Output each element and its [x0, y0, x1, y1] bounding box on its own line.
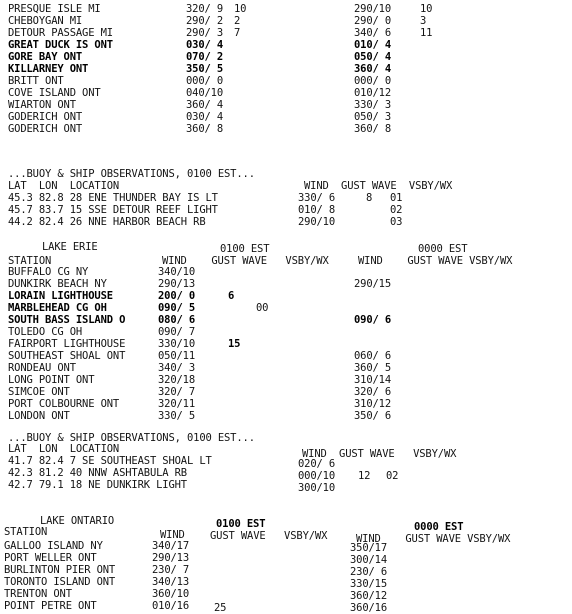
ontario-station-header: STATION	[4, 526, 48, 538]
station-name: DUNKIRK BEACH NY	[8, 278, 107, 290]
buoy-wave: 02	[390, 204, 403, 216]
station-name: TORONTO ISLAND ONT	[4, 576, 116, 588]
wave-current: 00	[256, 302, 269, 314]
erie-columns-previous: WIND GUST WAVE VSBY/WX	[358, 255, 513, 267]
buoy-wind: 290/10	[298, 216, 336, 228]
wind-current: 000/ 0	[186, 75, 224, 87]
buoy-wave: 01	[390, 192, 403, 204]
gust-previous: 10	[420, 3, 433, 15]
ontario-columns-previous: WIND GUST WAVE VSBY/WX	[356, 533, 511, 545]
wind-previous: 340/ 6	[354, 27, 392, 39]
lake-ontario-title: LAKE ONTARIO	[40, 515, 115, 527]
wind-previous: 350/17	[350, 542, 388, 554]
wind-current: 290/ 3	[186, 27, 224, 39]
wind-previous: 230/ 6	[350, 566, 388, 578]
gust-current: 7	[234, 27, 241, 39]
buoy-header-values: WIND GUST WAVE VSBY/WX	[304, 180, 453, 192]
wind-previous: 290/ 0	[354, 15, 392, 27]
station-name: BRITT ONT	[8, 75, 64, 87]
station-name: LORAIN LIGHTHOUSE	[8, 290, 113, 302]
buoy-wind: 330/ 6	[298, 192, 336, 204]
buoy-location: 41.7 82.4 7 SE SOUTHEAST SHOAL LT	[8, 455, 212, 467]
wind-current: 090/ 5	[158, 302, 196, 314]
gust-previous: 3	[420, 15, 427, 27]
wind-previous: 000/ 0	[354, 75, 392, 87]
station-name: SOUTHEAST SHOAL ONT	[8, 350, 126, 362]
buoy-header-values: WIND GUST WAVE VSBY/WX	[302, 448, 457, 460]
wind-current: 090/ 7	[158, 326, 196, 338]
buoy-location: 42.3 81.2 40 NNW ASHTABULA RB	[8, 467, 187, 479]
station-name: BUFFALO CG NY	[8, 266, 89, 278]
station-name: POINT PETRE ONT	[4, 600, 97, 612]
buoy-wave: 02	[386, 470, 399, 482]
buoy-wind: 300/10	[298, 482, 336, 494]
station-name: GORE BAY ONT	[8, 51, 83, 63]
wind-previous: 290/10	[354, 3, 392, 15]
wind-previous: 310/12	[354, 398, 392, 410]
buoy-gust: 12	[358, 470, 371, 482]
wind-current: 340/17	[152, 540, 190, 552]
buoy-header-location: LAT LON LOCATION	[8, 443, 120, 455]
wind-previous: 360/ 5	[354, 362, 392, 374]
wind-current: 040/10	[186, 87, 224, 99]
wind-current: 320/18	[158, 374, 196, 386]
wind-previous: 320/ 6	[354, 386, 392, 398]
wind-previous: 330/15	[350, 578, 388, 590]
station-name: TRENTON ONT	[4, 588, 72, 600]
wind-previous: 360/12	[350, 590, 388, 602]
wind-current: 030/ 4	[186, 111, 224, 123]
wind-previous: 010/12	[354, 87, 392, 99]
gust-previous: 11	[420, 27, 433, 39]
wind-current: 080/ 6	[158, 314, 196, 326]
gust-current: 10	[234, 3, 247, 15]
station-name: PORT WELLER ONT	[4, 552, 97, 564]
buoy-section-title: ...BUOY & SHIP OBSERVATIONS, 0100 EST...	[8, 432, 255, 444]
wind-current: 360/ 8	[186, 123, 224, 135]
station-name: COVE ISLAND ONT	[8, 87, 101, 99]
station-name: FAIRPORT LIGHTHOUSE	[8, 338, 126, 350]
station-name: BURLINTON PIER ONT	[4, 564, 116, 576]
wind-current: 010/16	[152, 600, 190, 612]
station-name: LONDON ONT	[8, 410, 70, 422]
wind-previous: 360/ 4	[354, 63, 392, 75]
buoy-location: 45.7 83.7 15 SSE DETOUR REEF LIGHT	[8, 204, 218, 216]
station-name: SOUTH BASS ISLAND O	[8, 314, 126, 326]
buoy-location: 42.7 79.1 18 NE DUNKIRK LIGHT	[8, 479, 187, 491]
buoy-wind: 010/ 8	[298, 204, 336, 216]
ontario-wind-header: WIND	[160, 529, 185, 541]
erie-columns-current: WIND GUST WAVE VSBY/WX	[162, 255, 329, 267]
ontario-time-previous: 0000 EST	[414, 521, 464, 533]
buoy-header-location: LAT LON LOCATION	[8, 180, 120, 192]
erie-time-current: 0100 EST	[220, 243, 270, 255]
wind-current: 330/ 5	[158, 410, 196, 422]
wind-current: 350/ 5	[186, 63, 224, 75]
erie-station-header: STATION	[8, 255, 52, 267]
station-name: PORT COLBOURNE ONT	[8, 398, 120, 410]
wind-current: 200/ 0	[158, 290, 196, 302]
wind-current: 340/13	[152, 576, 190, 588]
station-name: CHEBOYGAN MI	[8, 15, 83, 27]
lake-erie-title: LAKE ERIE	[42, 241, 98, 253]
buoy-gust: 8	[366, 192, 373, 204]
station-name: WIARTON ONT	[8, 99, 76, 111]
station-name: TOLEDO CG OH	[8, 326, 83, 338]
wind-previous: 090/ 6	[354, 314, 392, 326]
station-name: SIMCOE ONT	[8, 386, 70, 398]
station-name: GODERICH ONT	[8, 111, 83, 123]
wind-previous: 060/ 6	[354, 350, 392, 362]
wind-current: 030/ 4	[186, 39, 224, 51]
station-name: GREAT DUCK IS ONT	[8, 39, 113, 51]
ontario-time-current: 0100 EST	[216, 518, 266, 530]
station-name: LONG POINT ONT	[8, 374, 95, 386]
station-name: GALLOO ISLAND NY	[4, 540, 103, 552]
wind-current: 230/ 7	[152, 564, 190, 576]
wind-current: 320/ 9	[186, 3, 224, 15]
buoy-wind: 020/ 6	[298, 458, 336, 470]
wind-previous: 050/ 4	[354, 51, 392, 63]
wind-previous: 330/ 3	[354, 99, 392, 111]
wind-current: 050/11	[158, 350, 196, 362]
gust-current: 6	[228, 290, 235, 302]
wind-current: 290/13	[158, 278, 196, 290]
wind-previous: 300/14	[350, 554, 388, 566]
wind-previous: 010/ 4	[354, 39, 392, 51]
station-name: MARBLEHEAD CG OH	[8, 302, 107, 314]
wind-current: 320/ 7	[158, 386, 196, 398]
buoy-location: 45.3 82.8 28 ENE THUNDER BAY IS LT	[8, 192, 218, 204]
station-name: DETOUR PASSAGE MI	[8, 27, 113, 39]
wind-previous: 360/ 8	[354, 123, 392, 135]
buoy-location: 44.2 82.4 26 NNE HARBOR BEACH RB	[8, 216, 206, 228]
buoy-section-title: ...BUOY & SHIP OBSERVATIONS, 0100 EST...	[8, 168, 255, 180]
station-name: KILLARNEY ONT	[8, 63, 89, 75]
wind-previous: 290/15	[354, 278, 392, 290]
wind-current: 290/13	[152, 552, 190, 564]
gust-current: 15	[228, 338, 241, 350]
station-name: PRESQUE ISLE MI	[8, 3, 101, 15]
gust-current: 25	[214, 602, 227, 614]
wind-current: 340/ 3	[158, 362, 196, 374]
wind-current: 360/10	[152, 588, 190, 600]
buoy-wind: 000/10	[298, 470, 336, 482]
station-name: GODERICH ONT	[8, 123, 83, 135]
erie-time-previous: 0000 EST	[418, 243, 468, 255]
buoy-wave: 03	[390, 216, 403, 228]
wind-previous: 050/ 3	[354, 111, 392, 123]
wind-current: 290/ 2	[186, 15, 224, 27]
wind-current: 330/10	[158, 338, 196, 350]
wind-previous: 350/ 6	[354, 410, 392, 422]
wind-current: 340/10	[158, 266, 196, 278]
wind-current: 070/ 2	[186, 51, 224, 63]
wind-previous: 360/16	[350, 602, 388, 614]
wind-current: 360/ 4	[186, 99, 224, 111]
station-name: RONDEAU ONT	[8, 362, 76, 374]
gust-current: 2	[234, 15, 241, 27]
wind-previous: 310/14	[354, 374, 392, 386]
ontario-columns-current: GUST WAVE VSBY/WX	[210, 530, 328, 542]
wind-current: 320/11	[158, 398, 196, 410]
